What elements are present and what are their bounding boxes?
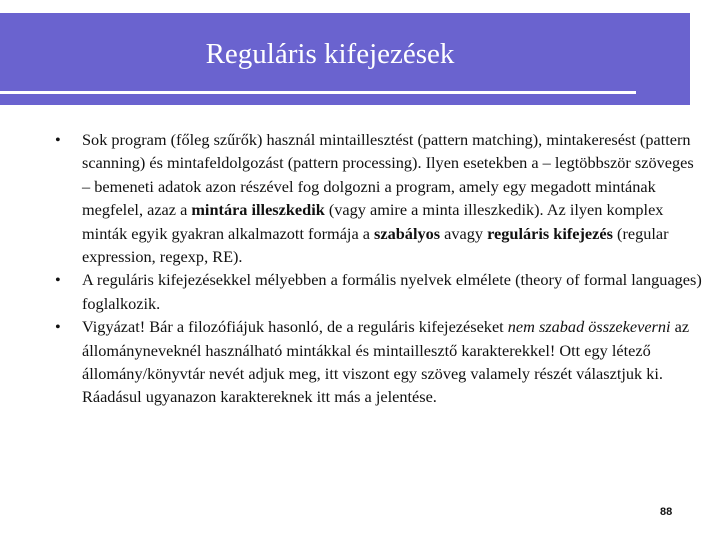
page-number: 88 xyxy=(660,506,673,518)
bullet-dot-icon: • xyxy=(55,317,61,337)
bullet-item xyxy=(52,268,702,315)
bullet-text: az állományneveknél használható mintákkal és mintaillesztő karakterekkel! Ott egy létező állomány/könyvtár nevét adjuk meg, itt viszont egy szöveg valamely részét választjuk ki. Ráadásul ugyanazon karaktereknek itt más a jelentése. xyxy=(82,317,690,407)
bold-term: mintára illeszkedik xyxy=(191,200,325,220)
italic-emphasis: nem szabad összekeverni xyxy=(507,317,671,337)
bullet-text: avagy xyxy=(440,223,488,243)
bold-term: reguláris kifejezés xyxy=(487,223,613,243)
bullet-text: Vigyázat! Bár a filozófiájuk hasonló, de a reguláris kifejezéseket xyxy=(82,317,508,337)
bold-term: szabályos xyxy=(374,223,441,243)
bullet-list xyxy=(52,128,702,409)
header-notch xyxy=(690,13,720,105)
bullet-text: Sok program (főleg szűrők) használ mintaillesztést (pattern matching), mintakeresést (pattern scanning) és mintafeldolgozást (pattern processing). Ilyen esetekben a – legtöbbször szöveges – bemeneti adatok azon részével fog dolgozni a program, amely egy megadott mintának megfelel, azaz a xyxy=(82,130,694,220)
bullet-dot-icon: • xyxy=(55,270,61,290)
bullet-text: (regular expression, regexp, RE). xyxy=(82,223,669,267)
bullet-text: (vagy amire a minta illeszkedik). Az ilyen komplex minták egyik gyakran alkalmazott formája a xyxy=(82,200,664,243)
slide-title: Reguláris kifejezések xyxy=(205,38,455,70)
bullet-item xyxy=(52,128,702,268)
bullet-item xyxy=(52,315,702,409)
bullet-text: A reguláris kifejezésekkel mélyebben a formális nyelvek elmélete (theory of formal languages) foglalkozik. xyxy=(82,270,702,313)
title-underline xyxy=(0,91,636,94)
bullet-dot-icon: • xyxy=(55,130,61,149)
